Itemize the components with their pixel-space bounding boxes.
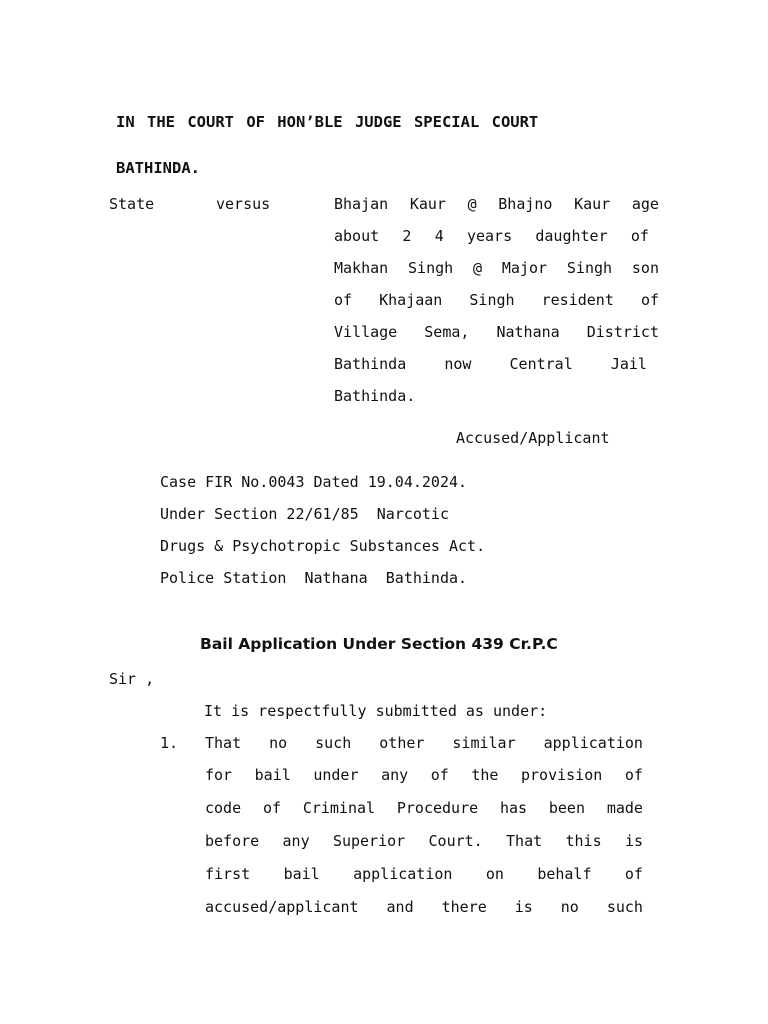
point-line [205,766,643,784]
word: any [282,832,310,850]
versus-label: versus [216,195,271,213]
word: of [630,227,649,245]
word: 4 [434,227,444,245]
word: is [624,832,643,850]
case-detail-line: Under Section 22/61/85 Narcotic [160,505,449,523]
word: son [631,259,659,277]
point-number: 1. [160,734,179,752]
word: made [606,799,643,817]
word: been [548,799,585,817]
word: no [560,898,579,916]
word: That [506,832,543,850]
word: Sema, [424,323,470,341]
word: @ [473,259,483,277]
word: and [386,898,414,916]
application-title: Bail Application Under Section 439 Cr.P.C [200,635,558,653]
point-line [205,832,643,850]
word: behalf [537,865,592,883]
word: Makhan [334,259,389,277]
word: there [441,898,487,916]
word: for [205,766,233,784]
word: such [315,734,352,752]
word: has [499,799,528,817]
word: Kaur [409,195,446,213]
word: Singh [566,259,613,277]
petitioner-label: State [109,195,155,213]
word: Bhajan [334,195,389,213]
word: age [631,195,659,213]
word: 2 [402,227,412,245]
word: Singh [469,291,515,309]
word: Nathana [496,323,560,341]
word: Bathinda [334,355,407,373]
word: Central [509,355,573,373]
word: of [334,291,353,309]
word: application [353,865,453,883]
word: under [313,766,359,784]
word: years [466,227,513,245]
word: on [485,865,504,883]
word: of [430,766,449,784]
word: daughter [535,227,608,245]
word: any [381,766,409,784]
word: such [606,898,643,916]
case-detail-line: Drugs & Psychotropic Substances Act. [160,537,486,555]
word: the [471,766,499,784]
word: Jail [610,355,647,373]
word: Procedure [396,799,479,817]
accused-line: Bathinda. [334,387,416,405]
word: code [205,799,242,817]
word: Kaur [574,195,611,213]
word: of [624,865,643,883]
word: of [640,291,659,309]
word: Bhajno [498,195,553,213]
word: District [586,323,659,341]
salutation: Sir , [109,670,155,688]
word: Court. [428,832,483,850]
word: Singh [408,259,454,277]
accused-line [334,323,659,341]
accused-line [334,259,659,277]
court-heading-line-2: BATHINDA. [116,159,200,177]
word: Major [501,259,548,277]
word: bail [283,865,320,883]
point-line [205,865,643,883]
point-line [205,898,643,916]
point-line [205,799,643,817]
word: now [444,355,472,373]
word: That [205,734,242,752]
point-line [205,734,643,752]
word: resident [541,291,614,309]
word: provision [521,766,603,784]
word: this [565,832,602,850]
word: Village [334,323,398,341]
word: about [334,227,380,245]
word: application [543,734,643,752]
accused-line [334,195,659,213]
word: @ [467,195,477,213]
case-detail-line: Case FIR No.0043 Dated 19.04.2024. [160,473,468,491]
word: Criminal [302,799,376,817]
accused-line [334,227,649,245]
word: of [262,799,281,817]
word: of [624,766,643,784]
court-heading-line-1: IN THE COURT OF HON’BLE JUDGE SPECIAL COURT [116,113,539,131]
word: is [514,898,533,916]
word: accused/applicant [205,898,359,916]
word: bail [254,766,291,784]
word: Superior [332,832,406,850]
word: before [205,832,260,850]
word: similar [452,734,516,752]
accused-line [334,355,647,373]
intro-text: It is respectfully submitted as under: [204,702,548,720]
accused-role-label: Accused/Applicant [456,429,610,447]
accused-line [334,291,659,309]
word: other [379,734,425,752]
case-detail-line: Police Station Nathana Bathinda. [160,569,468,587]
word: Khajaan [379,291,443,309]
word: first [205,865,251,883]
word: no [269,734,288,752]
